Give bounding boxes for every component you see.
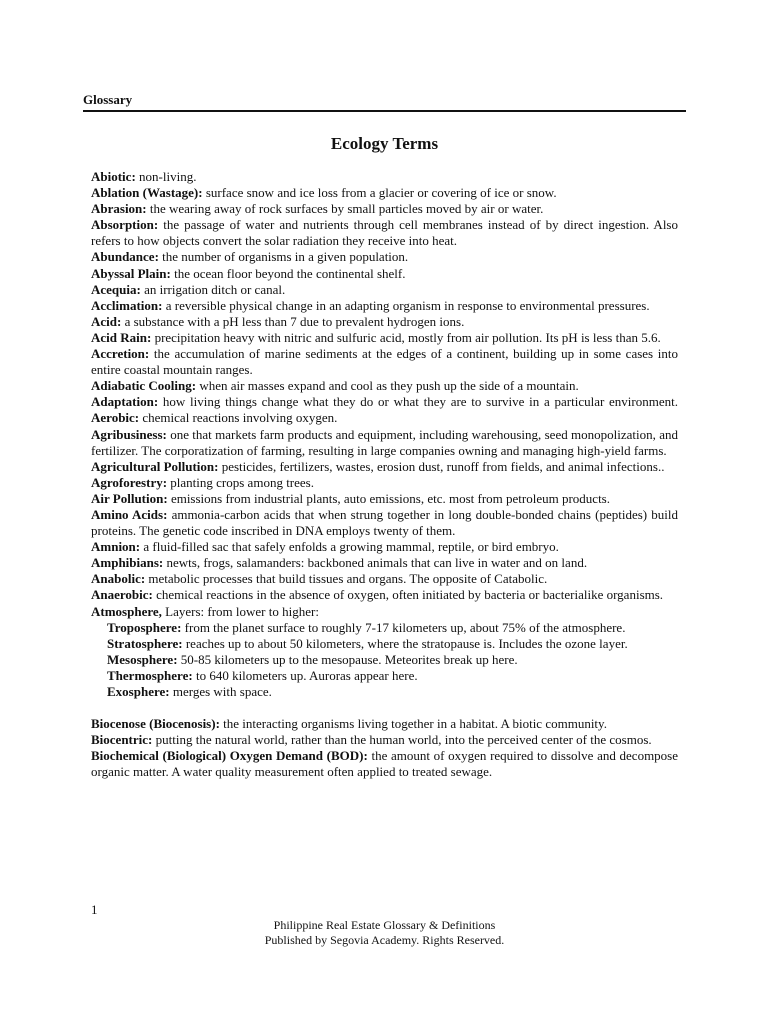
glossary-term: Biocenose (Biocenosis): bbox=[91, 716, 220, 732]
section-spacer bbox=[91, 700, 678, 716]
glossary-entry bbox=[91, 507, 678, 539]
glossary-term: Air Pollution: bbox=[91, 490, 168, 506]
glossary-term: Stratosphere: bbox=[107, 635, 183, 651]
atmosphere-layer-entry bbox=[91, 684, 678, 700]
footer-line-publisher: Published by Segovia Academy. Rights Reserved. bbox=[264, 933, 505, 947]
glossary-definition: the accumulation of marine sediments at the edges of a continent, building up in some cases into entire coastal mountain ranges. bbox=[91, 346, 678, 378]
glossary-term: Abiotic: bbox=[91, 169, 136, 184]
glossary-definition: the ocean floor beyond the continental shelf. bbox=[170, 265, 406, 281]
glossary-term: Adaptation: bbox=[91, 394, 159, 410]
atmosphere-layer-entry bbox=[91, 668, 678, 684]
glossary-entry bbox=[91, 427, 678, 459]
glossary-term: Agribusiness: bbox=[91, 426, 167, 442]
page-number: 1 bbox=[91, 902, 98, 917]
glossary-definition: to 640 kilometers up. Auroras appear here. bbox=[192, 667, 418, 683]
glossary-term: Agroforestry: bbox=[91, 474, 168, 490]
glossary-term: Biochemical (Biological) Oxygen Demand (BOD): bbox=[91, 748, 368, 764]
footer-line-title: Philippine Real Estate Glossary & Definitions bbox=[273, 918, 496, 932]
glossary-definition: 50-85 kilometers up to the mesopause. Meteorites break up here. bbox=[177, 651, 518, 667]
glossary-term: Ablation (Wastage): bbox=[91, 185, 203, 201]
glossary-definition: a reversible physical change in an adapting organism in response to environmental pressures. bbox=[162, 297, 650, 313]
glossary-term: Exosphere: bbox=[107, 684, 170, 699]
glossary-term: Accretion: bbox=[91, 346, 150, 362]
glossary-entry bbox=[91, 716, 678, 732]
glossary-entry bbox=[91, 475, 678, 491]
glossary-definition: Layers: from lower to higher: bbox=[161, 603, 319, 619]
glossary-term: Mesosphere: bbox=[107, 651, 178, 667]
glossary-definition: surface snow and ice loss from a glacier or covering of ice or snow. bbox=[202, 185, 557, 201]
glossary-entry bbox=[91, 282, 678, 298]
atmosphere-layer-entry bbox=[91, 620, 678, 636]
glossary-entry bbox=[91, 298, 678, 314]
atmosphere-layer-entry bbox=[91, 652, 678, 668]
header-label: Glossary bbox=[83, 92, 133, 107]
glossary-definition: the wearing away of rock surfaces by small particles moved by air or water. bbox=[146, 201, 544, 217]
glossary-definition: the number of organisms in a given population. bbox=[158, 249, 409, 265]
glossary-term: Anabolic: bbox=[91, 571, 146, 587]
glossary-entry bbox=[91, 587, 678, 603]
glossary-definition: putting the natural world, rather than the human world, into the perceived center of the cosmos. bbox=[152, 732, 652, 748]
glossary-entry bbox=[91, 491, 678, 507]
glossary-term: Abrasion: bbox=[91, 201, 147, 217]
glossary-entry bbox=[91, 249, 678, 265]
glossary-definition: reaches up to about 50 kilometers, where the stratopause is. Includes the ozone layer. bbox=[182, 635, 628, 651]
glossary-entry bbox=[91, 748, 678, 780]
glossary-definition: a substance with a pH less than 7 due to prevalent hydrogen ions. bbox=[121, 313, 465, 329]
glossary-definition: emissions from industrial plants, auto emissions, etc. most from petroleum products. bbox=[167, 490, 610, 506]
glossary-entry bbox=[91, 378, 678, 394]
glossary-term: Atmosphere, bbox=[91, 603, 162, 619]
glossary-term: Anaerobic: bbox=[91, 587, 153, 603]
glossary-term: Acequia: bbox=[91, 281, 141, 297]
glossary-definition: chemical reactions in the absence of oxygen, often initiated by bacteria or bacterialike organisms. bbox=[152, 587, 664, 603]
glossary-entry bbox=[91, 732, 678, 748]
glossary-entry bbox=[91, 459, 678, 475]
glossary-definition: newts, frogs, salamanders: backboned animals that can live in water and on land. bbox=[163, 555, 588, 571]
glossary-term: Abyssal Plain: bbox=[91, 265, 171, 281]
glossary-definition: non-living. bbox=[135, 169, 197, 184]
glossary-term: Acid Rain: bbox=[91, 329, 152, 345]
glossary-definition: chemical reactions involving oxygen. bbox=[139, 410, 338, 426]
glossary-definition: a fluid-filled sac that safely enfolds a growing mammal, reptile, or bird embryo. bbox=[140, 539, 559, 555]
glossary-term: Adiabatic Cooling: bbox=[91, 378, 197, 394]
glossary-term: Acclimation: bbox=[91, 297, 163, 313]
glossary-term: Aerobic: bbox=[91, 410, 140, 426]
glossary-term: Troposphere: bbox=[107, 619, 182, 635]
glossary-definition: precipitation heavy with nitric and sulfuric acid, mostly from air pollution. Its pH is less than 5.6. bbox=[151, 329, 661, 345]
glossary-term: Abundance: bbox=[91, 249, 159, 265]
glossary-entry bbox=[91, 266, 678, 282]
header-divider bbox=[83, 110, 686, 112]
glossary-list bbox=[91, 169, 678, 780]
glossary-definition: the interacting organisms living together in a habitat. A biotic community. bbox=[219, 716, 607, 732]
glossary-term: Acid: bbox=[91, 313, 122, 329]
glossary-definition: the passage of water and nutrients through cell membranes instead of by direct ingestion. Also refers to how objects convert the solar radiation they receive into heat. bbox=[91, 217, 678, 249]
glossary-entry bbox=[91, 201, 678, 217]
glossary-entry bbox=[91, 169, 678, 185]
glossary-term: Absorption: bbox=[91, 217, 159, 233]
glossary-entry bbox=[91, 185, 678, 201]
glossary-entry bbox=[91, 539, 678, 555]
glossary-entry bbox=[91, 314, 678, 330]
glossary-definition: an irrigation ditch or canal. bbox=[140, 281, 286, 297]
glossary-definition: merges with space. bbox=[169, 684, 272, 699]
glossary-entry bbox=[91, 217, 678, 249]
glossary-term: Biocentric: bbox=[91, 732, 153, 748]
glossary-definition: metabolic processes that build tissues and organs. The opposite of Catabolic. bbox=[145, 571, 548, 587]
glossary-definition: one that markets farm products and equipment, including warehousing, seed monopolization, and fertilizer. The corporatization of farming, resulting in large companies owning and managing high-yield farms. bbox=[91, 426, 678, 458]
glossary-term: Amnion: bbox=[91, 539, 141, 555]
glossary-definition: the amount of oxygen required to dissolve and decompose organic matter. A water quality measurement often applied to treated sewage. bbox=[91, 748, 679, 780]
glossary-term: Thermosphere: bbox=[107, 667, 193, 683]
glossary-entry bbox=[91, 330, 678, 346]
page-footer bbox=[83, 918, 686, 948]
glossary-entry bbox=[91, 604, 678, 620]
glossary-definition: when air masses expand and cool as they push up the side of a mountain. bbox=[196, 378, 579, 394]
glossary-entry bbox=[91, 346, 678, 378]
glossary-entry bbox=[91, 571, 678, 587]
glossary-term: Agricultural Pollution: bbox=[91, 458, 219, 474]
glossary-definition: how living things change what they do or what they are to survive in a particular environment. bbox=[158, 394, 678, 410]
page-title: Ecology Terms bbox=[330, 134, 439, 153]
glossary-definition: from the planet surface to roughly 7-17 kilometers up, about 75% of the atmosphere. bbox=[181, 619, 626, 635]
glossary-entry bbox=[91, 394, 678, 426]
atmosphere-layer-entry bbox=[91, 636, 678, 652]
glossary-term: Amphibians: bbox=[91, 555, 164, 571]
glossary-definition: pesticides, fertilizers, wastes, erosion dust, runoff from fields, and animal infections.. bbox=[218, 458, 665, 474]
glossary-term: Amino Acids: bbox=[91, 506, 168, 522]
glossary-definition: planting crops among trees. bbox=[167, 474, 314, 490]
glossary-entry bbox=[91, 555, 678, 571]
glossary-definition: ammonia-carbon acids that when strung together in long double-bonded chains (peptides) build proteins. The genetic code inscribed in DNA employs twenty of them. bbox=[91, 506, 679, 539]
